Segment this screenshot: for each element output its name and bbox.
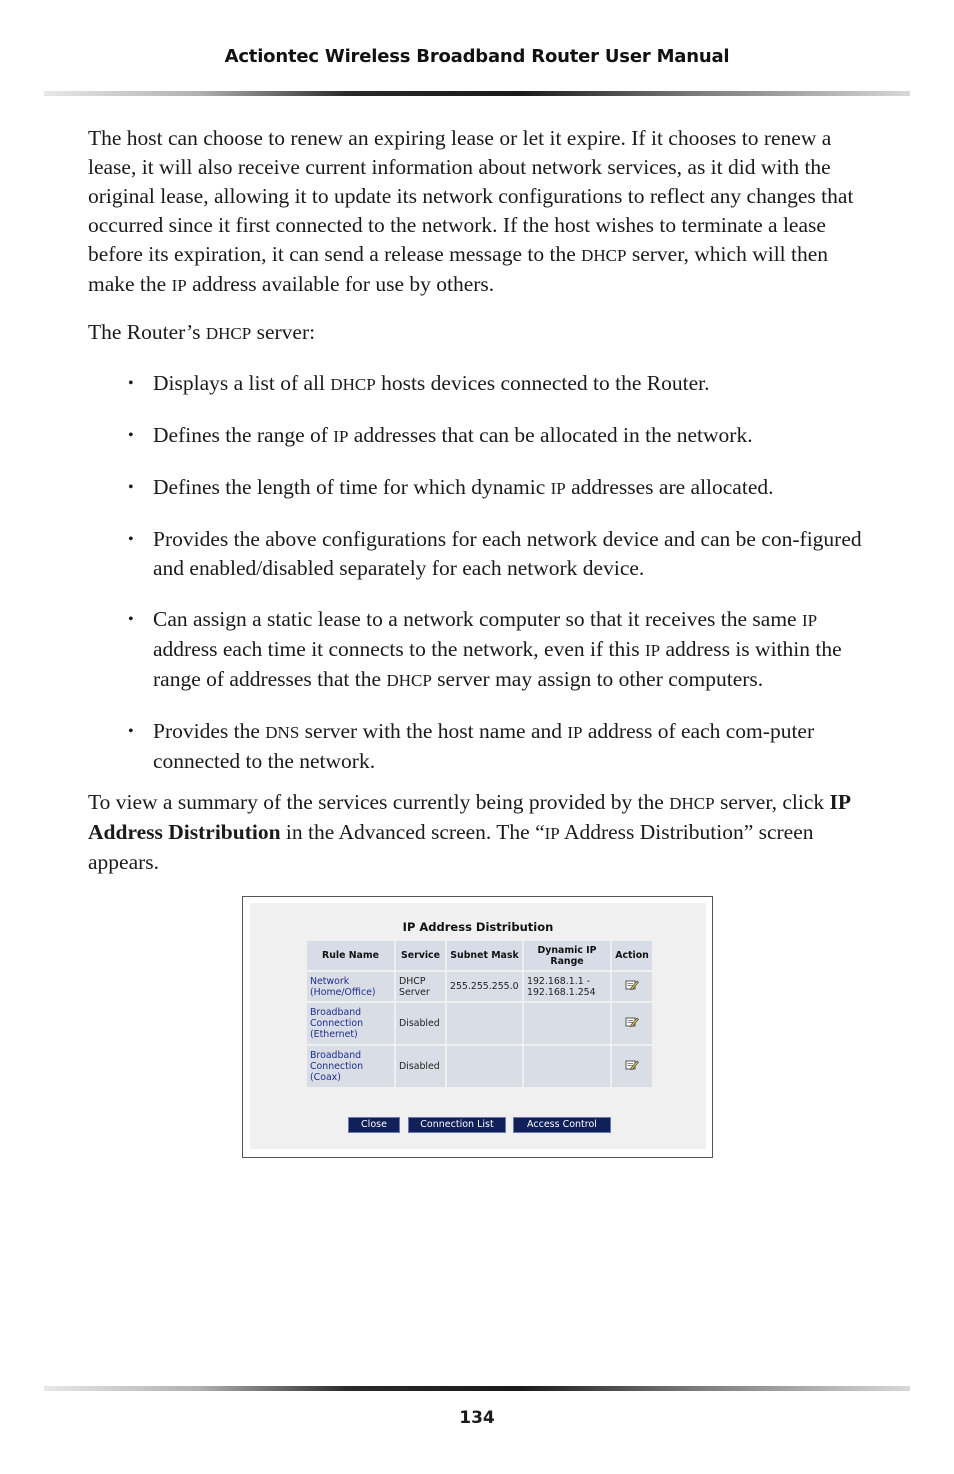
list-item: • Defines the length of time for which dynamic IP addresses are allocated.	[128, 475, 774, 499]
edit-icon[interactable]	[625, 1016, 639, 1028]
list-item: • Provides the DNS server with the host name and IP address of each com-puter connected to the network.	[128, 719, 815, 773]
ip-range-cell	[524, 1046, 610, 1087]
ip-range-cell: 192.168.1.1 - 192.168.1.254	[524, 972, 610, 1001]
close-button[interactable]: Close	[348, 1117, 400, 1133]
screenshot-title: IP Address Distribution	[402, 920, 554, 934]
table-row	[307, 972, 652, 1001]
edit-icon[interactable]	[625, 979, 639, 991]
service-cell: Disabled	[396, 1046, 445, 1087]
subnet-mask-cell: 255.255.255.0	[447, 972, 522, 1001]
ip-address-distribution-screenshot	[242, 896, 713, 1158]
running-header: Actiontec Wireless Broadband Router User Manual	[224, 46, 730, 67]
column-header-action: Action	[612, 941, 652, 970]
column-header-subnet-mask: Subnet Mask	[447, 941, 522, 970]
paragraph-lease-renewal: The host can choose to renew an expiring lease or let it expire. If it chooses to renew a lease, it will also receive current information about network services, as it did with the original lease, allowing it to update its network configurations to reflect any changes that occurred since it first connected to the network. If the host wishes to terminate a lease before its expiration, it can send a release message to the DHCP server, which will then make the IP address available for use by others.	[88, 126, 854, 296]
action-cell	[612, 972, 652, 1001]
list-item: • Provides the above configurations for each network device and can be con-figured and enabled/disabled separately for each network device.	[128, 527, 862, 580]
access-control-button[interactable]: Access Control	[513, 1117, 611, 1133]
list-item: • Can assign a static lease to a network computer so that it receives the same IP address each time it connects to the network, even if this IP address is within the range of addresses that the DHCP server may assign to other computers.	[128, 607, 842, 691]
connection-list-button[interactable]: Connection List	[408, 1117, 506, 1133]
subnet-mask-cell	[447, 1003, 522, 1044]
column-header-dynamic-ip-range: Dynamic IP Range	[524, 941, 610, 970]
list-item: • Defines the range of IP addresses that can be allocated in the network.	[128, 423, 753, 447]
column-header-rule-name: Rule Name	[307, 941, 394, 970]
paragraph-view-summary: To view a summary of the services currently being provided by the DHCP server, click IP Address Distribution in the Advanced screen. The “IP Address Distribution” screen appears.	[88, 790, 850, 874]
table-row	[307, 1046, 652, 1087]
rule-name-link[interactable]: Broadband Connection (Coax)	[307, 1046, 394, 1087]
list-item: • Displays a list of all DHCP hosts devices connected to the Router.	[128, 371, 710, 395]
screenshot-panel	[250, 903, 706, 1149]
header-rule	[44, 91, 910, 96]
subnet-mask-cell	[447, 1046, 522, 1087]
action-cell	[612, 1046, 652, 1087]
footer-rule	[44, 1386, 910, 1391]
distribution-table	[305, 939, 654, 1089]
ip-range-cell	[524, 1003, 610, 1044]
rule-name-link[interactable]: Network (Home/Office)	[307, 972, 394, 1001]
rule-name-link[interactable]: Broadband Connection (Ethernet)	[307, 1003, 394, 1044]
service-cell: DHCP Server	[396, 972, 445, 1001]
action-cell	[612, 1003, 652, 1044]
table-row	[307, 1003, 652, 1044]
paragraph-dhcp-intro: The Router’s DHCP server:	[88, 320, 316, 344]
column-header-service: Service	[396, 941, 445, 970]
service-cell: Disabled	[396, 1003, 445, 1044]
dhcp-features-list	[88, 369, 873, 798]
page-number: 134	[459, 1408, 495, 1428]
edit-icon[interactable]	[625, 1059, 639, 1071]
